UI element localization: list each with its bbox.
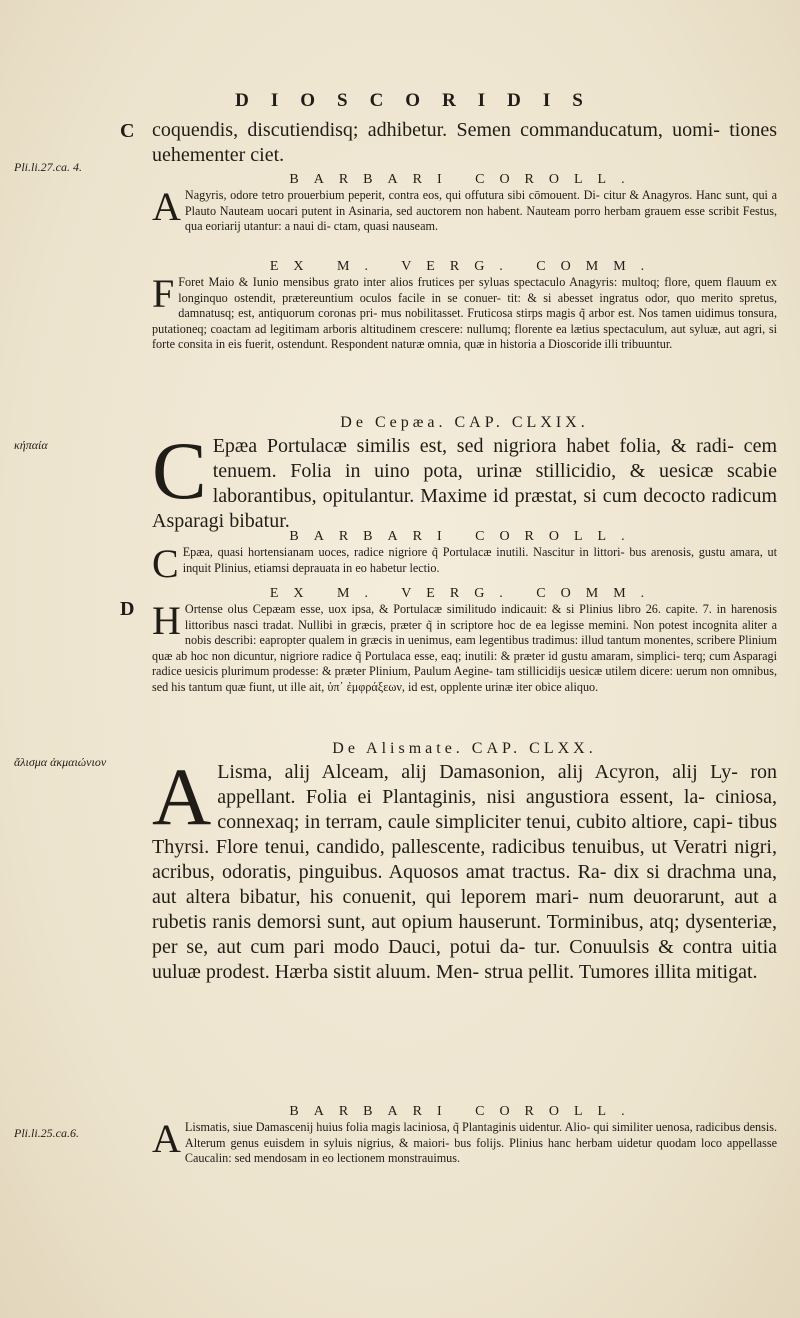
barbari-section-2 <box>152 525 777 586</box>
drop-initial-a-large: A <box>152 751 212 842</box>
barbari-section-3 <box>152 1100 777 1167</box>
signature-d: D <box>120 598 135 620</box>
cepaea-chapter <box>152 412 777 534</box>
intro-text: coquendis, discutiendisq; adhibetur. Semen commanducatum, uomi- tiones uehementer ciet. <box>152 119 777 166</box>
running-head: DIOSCORIDIS <box>235 90 605 111</box>
barbari-heading-2: BARBARI COROLL. <box>289 529 640 544</box>
vergil-commentary-2 <box>152 582 777 696</box>
vergil-heading-2: EX M. VERG. COMM. <box>269 586 660 601</box>
vergil-commentary-1 <box>152 255 777 353</box>
cepaea-text: C Epæa Portulacæ similis est, sed nigriora habet folia, & radi- cem tenuem. Folia in uino pota, urinæ stillicidio, & uesicæ scabie laborantibus, opitulantur. Maxime id præstat, si cum decocto radicum Asparagi bibatur. <box>152 425 777 532</box>
cepaea-chapter-title: De Cepæa. CAP. CLXIX. <box>340 414 589 431</box>
drop-initial-a-small: A <box>152 1116 181 1161</box>
margin-note-kepaia: κήπαία <box>14 438 48 452</box>
barbari-section-1 <box>152 168 777 235</box>
drop-initial-c: C <box>152 425 207 516</box>
intro-paragraph <box>152 118 777 168</box>
barbari-text-1: A Nagyris, odore tetro prouerbium peperit, contra eos, qui offutura sibi cōmouent. Di- citur & Anagyros. Hanc sunt, qui a Plauto Nauteam uocari putent in Asinaria, sed auctorem non habent. Nauteam porro herbam grauem esse scribit Festus, qua eoriarij utantur: a naui di- ctam, quasi nauseam. <box>152 184 777 234</box>
barbari-text-2: C Epæa, quasi hortensianam uoces, radice nigriore q̃ Portulacæ inutili. Nascitur in littori- bus arenosis, gustu amara, ut inquit Plinius, etiamsi deprauata in eo habetur lectio. <box>152 541 777 586</box>
drop-initial-f: F <box>152 271 175 316</box>
margin-note-pliny-25: Pli.li.25.ca.6. <box>14 1126 79 1140</box>
signature-c: C <box>120 120 135 142</box>
alisma-chapter <box>152 738 777 985</box>
barbari-heading-3: BARBARI COROLL. <box>289 1104 640 1119</box>
alisma-chapter-title: De Alismate. CAP. CLXX. <box>332 740 597 757</box>
margin-note-pliny-27: Pli.li.27.ca. 4. <box>14 160 82 174</box>
margin-note-alisma: ἄλισμα ἀκμαιώνιον <box>14 755 107 769</box>
vergil-heading-1: EX M. VERG. COMM. <box>269 259 660 274</box>
barbari-heading-1: BARBARI COROLL. <box>289 172 640 187</box>
barbari-text-3: A Lismatis, siue Damascenij huius folia magis laciniosa, q̃ Plantaginis uidentur. Alio- qui similiter uenosa, radicibus densis. Alterum genus euisdem in syluis nigrius, & maiori- bus folijs. Plinius hanc herbam uidetur quodam loco appellasse Caucalin: sed mendosam in eo lectionem monstrauimus. <box>152 1116 777 1166</box>
drop-initial-a: A <box>152 184 181 229</box>
vergil-text-2: H Ortense olus Cepæam esse, uox ipsa, & Portulacæ similitudo indicauit: & si Plinius libro 26. capite. 7. in harenosis littoribus nasci tradat. Nullibi in græcis, præter q̃ in scriptore hoc de ea legisse memini. Non potest incognita aliter a nobis describi: eapropter qualem in græcis in uenimus, eam legentibus tradimus: illud tantum monentes, scribere Plinium quæ ab hoc non dicuntur, nigriore radice q̃ Portulaca esse, eaq; inutili: & præter id gustu amaram, simplici- terq; cum Asparagi radice uesicis plurimum prodesse: & præter Plinium, Paulum Aegine- tam stillicidijs uesicæ utilem dicere: uerum non omnibus, sed his tantum quæ fiunt, ut ille ait, ὑπ᾽ ἐμφράξεων, id est, opplente urinæ iter obice aliquo. <box>152 598 777 694</box>
vergil-text-1: F Foret Maio & Iunio mensibus grato inter alios frutices per syluas spectaculo Anagyris: multoq; flore, quem flauum ex longinquo ostendit, prætereuntium oculos facile in se conuer- tit: & si abesset ingratus odor, quo merito spretus, damnatusq; est, antiquorum coronas pri- mus nobilitasset. Fruticosa stirps magis q̃ arbor est. Nos tamen uidimus tonsura, putationeq; coactam ad legitimam arboris altitudinem crescere: nullumq; florente ea lætius spectaculum, aut syluæ, aut agri, si forte consita in eis fuerit, ostendunt. Respondent naturæ omnia, quæ in historia a Dioscoride illi tribuuntur. <box>152 271 777 352</box>
drop-initial-c-small: C <box>152 541 179 586</box>
drop-initial-h: H <box>152 598 181 643</box>
alisma-text: A Lisma, alij Alceam, alij Damasonion, alij Acyron, alij Ly- ron appellant. Folia ei Plantaginis, nisi angustiora essent, la- ciniosa, connexaq; in terram, caule simpliciter tenui, cubito altiore, capi- tibus Thyrsi. Flore tenui, candido, pallescente, radicibus tenuibus, ut Veratri nigri, acribus, odoratis, pinguibus. Aquosos amat tractus. Ra- dix si drachma una, aut altera bibatur, his conuenit, qui leporem mari- num deuorarunt, aut a rubetis ranis demorsi sunt, aut opium hauserunt. Torminibus, atq; dysenteriæ, per se, aut cum pari modo Dauci, potui da- tur. Conuulsis & contra uitia uuluæ prodest. Hærba sistit aluum. Men- strua pellit. Tumores illita mitigat. <box>152 751 777 983</box>
